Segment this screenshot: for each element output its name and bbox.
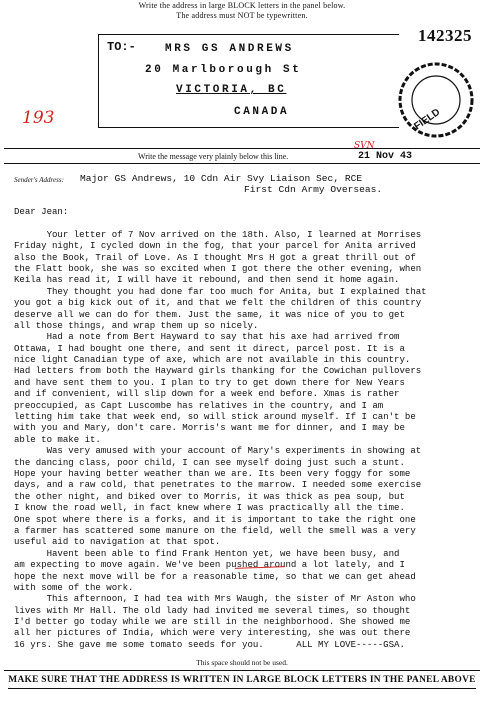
- letter-line: I'd better go today while we are still in the neighborhood. She showed me: [14, 616, 411, 628]
- letter-line: letting him take that week end, so will stick around myself. If I can't be: [14, 411, 416, 423]
- letter-line: Your letter of 7 Nov arrived on the 18th. Also, I learned at Morrises: [14, 228, 422, 240]
- sender-address-label: Sender's Address:: [14, 176, 64, 184]
- sender-address: [80, 173, 382, 195]
- letter-line: Had letters from both the Hayward girls thanking for the Cowichan pullovers: [14, 365, 422, 377]
- sender-line: First Cdn Army Overseas.: [244, 184, 383, 195]
- address-line-street: 20 Marlborough St: [145, 64, 302, 76]
- letter-line: preoccupied, as Capt Luscombe has relatives in the country, and I am: [14, 399, 384, 411]
- letter-line: and if convenient, will slip down for a week end before. Xmas is rather: [14, 388, 400, 400]
- red-pencil-initials: SVN: [354, 141, 375, 151]
- letter-line: Had a note from Bert Hayward to say that his axe had arrived from: [14, 331, 400, 343]
- letter-line: you got a big kick out of it, and that we felt the children of this country: [14, 297, 422, 309]
- letter-line: One spot where there is a forks, and it is important to take the right one: [14, 513, 416, 525]
- letter-line: all those things, and wrap them up so nicely.: [14, 319, 259, 331]
- letter-line: Dear Jean:: [14, 206, 69, 217]
- letter-line: all her pictures of India, which were very interesting, she was out there: [14, 627, 411, 639]
- to-label: TO:-: [107, 40, 136, 54]
- letter-line: with some of the work.: [14, 581, 134, 593]
- letter-line: useful aid to navigation at that spot.: [14, 536, 221, 548]
- letter-line: They thought you had done far too much for Anita, but I explained that: [14, 285, 427, 297]
- letter-date: 21 Nov 43: [358, 151, 413, 162]
- serial-number: 142325: [418, 26, 472, 45]
- address-line-city: VICTORIA, BC: [176, 84, 287, 96]
- address-divider: [4, 148, 480, 149]
- letter-line: a farmer has scattered some manure on the field, well the smell was a very: [14, 524, 416, 536]
- letter-line: with you and Mary, don't care. Morris's want me for dinner, and I may be: [14, 422, 405, 434]
- address-warning-footer: MAKE SURE THAT THE ADDRESS IS WRITTEN IN LARGE BLOCK LETTERS IN THE PANEL ABOVE: [8, 675, 476, 685]
- letter-line: I know the road well, in fact knew where I was practically all the time.: [14, 502, 405, 514]
- letter-line: am expecting to move again. We've been pushed around a lot lately, and I: [14, 559, 405, 571]
- letter-line: Hope your having better weather than we are. Its been very foggy for some: [14, 467, 411, 479]
- letter-line: Havent been able to find Frank Henton yet, we have been busy, and: [14, 547, 400, 559]
- form-header-instruction: Write the address in large BLOCK letters in the panel below.: [138, 1, 346, 10]
- letter-line: Friday night, I cycled down in the fog, that your parcel for Anita arrived: [14, 240, 416, 252]
- letter-line: the other night, and biked over to Morris, it was thick as pea soup, but: [14, 490, 405, 502]
- letter-line: nice light Canadian type of axe, which are not available in this country.: [14, 354, 411, 366]
- letter-line: hope the next move will be for a reasonable time, so that we can get ahead: [14, 570, 416, 582]
- letter-line: days, and a raw cold, that penetrates to the marrow. I needed some exercise: [14, 479, 422, 491]
- letter-line: the Flatt book, she was so excited when I got there the other evening, when: [14, 262, 422, 274]
- sender-line: Major GS Andrews, 10 Cdn Air Svy Liaison Sec, RCE: [80, 173, 363, 184]
- form-header-warning: The address must NOT be typewritten.: [176, 11, 308, 20]
- message-instruction: Write the message very plainly below this line.: [138, 152, 289, 161]
- letter-line: able to make it.: [14, 433, 101, 445]
- letter-line: and have sent them to you. I plan to try to get down there for New Years: [14, 376, 405, 388]
- letter-line: Keila has read it, I will have it rebound, and then send it home again.: [14, 274, 400, 286]
- letter-line: Was very amused with your account of Mary's experiments in showing at: [14, 445, 422, 457]
- address-line-country: CANADA: [234, 106, 290, 118]
- letter-line: Ottawa, I had bought one there, and sent it direct, parcel post. It is a: [14, 342, 405, 354]
- stamp-label: FIELD: [412, 106, 443, 133]
- letter-line: also the Book, Trail of Love. As I thought Mrs H got a great thrill out of: [14, 251, 416, 263]
- letter-line: This afternoon, I had tea with Mrs Waugh, the sister of Mr Aston who: [14, 593, 416, 605]
- bottom-divider: [4, 670, 480, 671]
- letter-line: deserve all we can do for them. Just the same, it was nice of you to get: [14, 308, 405, 320]
- letter-line: lives with Mr Hall. The old lady had invited me several times, so thought: [14, 604, 411, 616]
- field-post-stamp-icon: [396, 60, 476, 140]
- footer-underline: [8, 688, 476, 689]
- red-pencil-number: 193: [22, 108, 55, 128]
- message-divider: [4, 163, 480, 164]
- letter-line: [14, 217, 480, 228]
- letter-line: the dancing class, poor child, I can see myself doing just such a stunt.: [14, 456, 405, 468]
- address-line-name: MRS GS ANDREWS: [165, 43, 294, 55]
- letter-line: 16 yrs. She gave me some tomato seeds for you. ALL MY LOVE-----GSA.: [14, 638, 405, 650]
- letter-body: [14, 206, 480, 650]
- unused-space-note: This space should not be used.: [196, 658, 288, 667]
